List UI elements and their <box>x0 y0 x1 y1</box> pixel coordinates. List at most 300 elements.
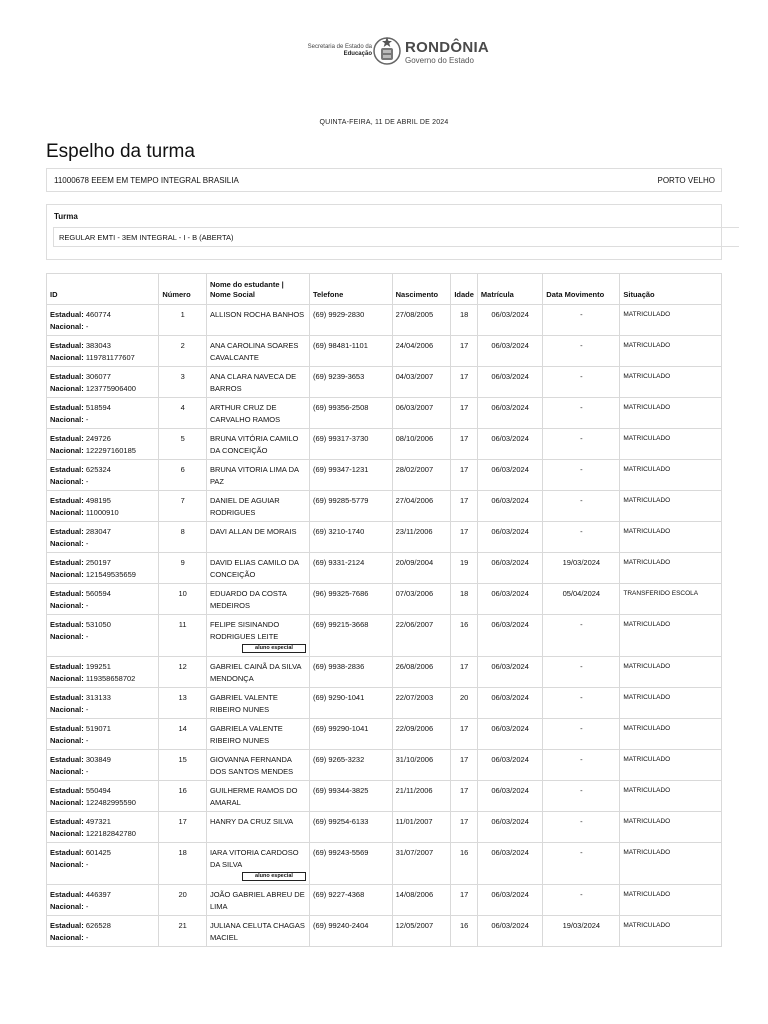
estadual-value: 518594 <box>85 403 111 412</box>
estadual-value: 383043 <box>85 341 111 350</box>
cell-matricula: 06/03/2024 <box>477 750 542 781</box>
student-name: ANA CAROLINA SOARES CAVALCANTE <box>209 341 299 362</box>
cell-nascimento: 06/03/2007 <box>392 398 451 429</box>
cell-id <box>47 812 159 843</box>
estadual-label: Estadual: <box>50 527 84 536</box>
nacional-label: Nacional: <box>50 569 84 579</box>
cell-situacao: MATRICULADO <box>620 657 722 688</box>
nacional-value: - <box>85 414 89 424</box>
estadual-value: 519071 <box>85 724 111 733</box>
table-row <box>47 843 722 885</box>
nacional-label: Nacional: <box>50 476 84 486</box>
table-row <box>47 429 722 460</box>
nacional-value: - <box>85 932 89 942</box>
cell-data-movimento: - <box>543 719 620 750</box>
cell-telefone: (69) 99347-1231 <box>309 460 392 491</box>
cell-nascimento: 28/02/2007 <box>392 460 451 491</box>
cell-nascimento: 11/01/2007 <box>392 812 451 843</box>
cell-numero: 21 <box>159 916 207 947</box>
cell-id <box>47 916 159 947</box>
cell-numero: 16 <box>159 781 207 812</box>
cell-matricula: 06/03/2024 <box>477 719 542 750</box>
cell-nome <box>206 719 309 750</box>
cell-matricula: 06/03/2024 <box>477 553 542 584</box>
estadual-value: 446397 <box>85 890 111 899</box>
cell-data-movimento: 19/03/2024 <box>543 916 620 947</box>
estadual-value: 249726 <box>85 434 111 443</box>
cell-idade: 19 <box>451 553 478 584</box>
cell-telefone: (69) 9938-2836 <box>309 657 392 688</box>
nacional-label: Nacional: <box>50 901 84 911</box>
cell-idade: 16 <box>451 615 478 657</box>
cell-data-movimento: - <box>543 843 620 885</box>
cell-nome <box>206 657 309 688</box>
student-name: JULIANA CELUTA CHAGAS MACIEL <box>209 921 305 942</box>
estadual-label: Estadual: <box>50 403 84 412</box>
student-name: FELIPE SISINANDO RODRIGUES LEITE <box>209 620 280 641</box>
header-numero: Número <box>159 274 207 305</box>
cell-nome <box>206 398 309 429</box>
nacional-label: Nacional: <box>50 507 84 517</box>
cell-data-movimento: - <box>543 812 620 843</box>
page-title: Espelho da turma <box>46 141 195 162</box>
nacional-value: 121549535659 <box>85 569 136 579</box>
cell-telefone: (69) 99240-2404 <box>309 916 392 947</box>
nacional-value: - <box>85 704 89 714</box>
estadual-value: 303849 <box>85 755 111 764</box>
cell-telefone: (69) 99254-6133 <box>309 812 392 843</box>
table-row <box>47 305 722 336</box>
cell-nascimento: 20/09/2004 <box>392 553 451 584</box>
table-row <box>47 916 722 947</box>
students-table <box>46 273 722 947</box>
cell-nome <box>206 305 309 336</box>
table-header-row <box>47 274 722 305</box>
estadual-value: 283047 <box>85 527 111 536</box>
cell-idade: 17 <box>451 398 478 429</box>
cell-nome <box>206 460 309 491</box>
cell-situacao: TRANSFERIDO ESCOLA <box>620 584 722 615</box>
cell-id <box>47 336 159 367</box>
cell-telefone: (69) 9239-3653 <box>309 367 392 398</box>
cell-id <box>47 553 159 584</box>
cell-nascimento: 23/11/2006 <box>392 522 451 553</box>
cell-nascimento: 31/07/2007 <box>392 843 451 885</box>
cell-idade: 16 <box>451 916 478 947</box>
cell-nascimento: 14/08/2006 <box>392 885 451 916</box>
cell-numero: 10 <box>159 584 207 615</box>
cell-situacao: MATRICULADO <box>620 916 722 947</box>
header-matricula: Matrícula <box>477 274 542 305</box>
table-row <box>47 491 722 522</box>
header-nome-line2: Nome Social <box>209 290 255 299</box>
cell-data-movimento: - <box>543 885 620 916</box>
student-name: BRUNA VITORIA LIMA DA PAZ <box>209 465 299 486</box>
estadual-label: Estadual: <box>50 724 84 733</box>
cell-id <box>47 460 159 491</box>
table-row <box>47 553 722 584</box>
cell-numero: 5 <box>159 429 207 460</box>
cell-idade: 17 <box>451 429 478 460</box>
cell-matricula: 06/03/2024 <box>477 305 542 336</box>
cell-matricula: 06/03/2024 <box>477 367 542 398</box>
header <box>0 32 768 72</box>
cell-data-movimento: 19/03/2024 <box>543 553 620 584</box>
cell-telefone: (69) 9265-3232 <box>309 750 392 781</box>
rondonia-crest-icon <box>372 34 402 68</box>
cell-situacao: MATRICULADO <box>620 460 722 491</box>
nacional-value: - <box>85 766 89 776</box>
estadual-label: Estadual: <box>50 372 84 381</box>
cell-nome <box>206 781 309 812</box>
brand-name: RONDÔNIA <box>405 39 490 56</box>
cell-nascimento: 12/05/2007 <box>392 916 451 947</box>
cell-telefone: (69) 99344-3825 <box>309 781 392 812</box>
cell-nascimento: 22/07/2003 <box>392 688 451 719</box>
estadual-value: 498195 <box>85 496 111 505</box>
secretaria-line2: Educação <box>343 51 372 57</box>
nacional-label: Nacional: <box>50 383 84 393</box>
nacional-label: Nacional: <box>50 445 84 455</box>
table-row <box>47 367 722 398</box>
cell-nome <box>206 522 309 553</box>
estadual-label: Estadual: <box>50 310 84 319</box>
student-name: GABRIELA VALENTE RIBEIRO NUNES <box>209 724 283 745</box>
student-name: HANRY DA CRUZ SILVA <box>209 817 294 826</box>
cell-matricula: 06/03/2024 <box>477 657 542 688</box>
estadual-label: Estadual: <box>50 890 84 899</box>
cell-id <box>47 398 159 429</box>
cell-numero: 15 <box>159 750 207 781</box>
cell-situacao: MATRICULADO <box>620 429 722 460</box>
cell-numero: 12 <box>159 657 207 688</box>
cell-idade: 16 <box>451 843 478 885</box>
nacional-value: - <box>85 735 89 745</box>
estadual-label: Estadual: <box>50 589 84 598</box>
nacional-value: - <box>85 538 89 548</box>
header-situacao: Situação <box>620 274 722 305</box>
table-row <box>47 750 722 781</box>
cell-nascimento: 27/08/2005 <box>392 305 451 336</box>
cell-data-movimento: - <box>543 305 620 336</box>
nacional-label: Nacional: <box>50 321 84 331</box>
cell-idade: 17 <box>451 460 478 491</box>
cell-situacao: MATRICULADO <box>620 553 722 584</box>
cell-situacao: MATRICULADO <box>620 305 722 336</box>
cell-nome <box>206 885 309 916</box>
cell-id <box>47 750 159 781</box>
header-telefone: Telefone <box>309 274 392 305</box>
nacional-label: Nacional: <box>50 538 84 548</box>
nacional-value: 122182842780 <box>85 828 136 838</box>
cell-matricula: 06/03/2024 <box>477 460 542 491</box>
cell-id <box>47 843 159 885</box>
nacional-value: 122297160185 <box>85 445 136 455</box>
cell-idade: 17 <box>451 812 478 843</box>
nacional-label: Nacional: <box>50 828 84 838</box>
cell-nome <box>206 916 309 947</box>
cell-data-movimento: - <box>543 522 620 553</box>
table-row <box>47 812 722 843</box>
cell-id <box>47 522 159 553</box>
estadual-value: 313133 <box>85 693 111 702</box>
cell-data-movimento: 05/04/2024 <box>543 584 620 615</box>
student-name: ARTHUR CRUZ DE CARVALHO RAMOS <box>209 403 281 424</box>
nacional-value: 123775906400 <box>85 383 136 393</box>
nacional-label: Nacional: <box>50 631 84 641</box>
cell-id <box>47 367 159 398</box>
aluno-especial-badge: aluno especial <box>242 872 306 881</box>
cell-numero: 17 <box>159 812 207 843</box>
header-data-movimento: Data Movimento <box>543 274 620 305</box>
cell-nome <box>206 336 309 367</box>
cell-id <box>47 657 159 688</box>
cell-situacao: MATRICULADO <box>620 719 722 750</box>
cell-matricula: 06/03/2024 <box>477 336 542 367</box>
cell-situacao: MATRICULADO <box>620 843 722 885</box>
table-row <box>47 460 722 491</box>
cell-matricula: 06/03/2024 <box>477 584 542 615</box>
secretaria-line1: Secretaria de Estado da <box>307 44 372 50</box>
header-idade: Idade <box>451 274 478 305</box>
cell-nome <box>206 553 309 584</box>
cell-numero: 13 <box>159 688 207 719</box>
student-name: IARA VITORIA CARDOSO DA SILVA <box>209 848 299 869</box>
cell-numero: 1 <box>159 305 207 336</box>
table-row <box>47 398 722 429</box>
nacional-value: - <box>85 321 89 331</box>
nacional-value: - <box>85 859 89 869</box>
student-name: GABRIEL CAINÃ DA SILVA MENDONÇA <box>209 662 302 683</box>
cell-idade: 17 <box>451 885 478 916</box>
estadual-label: Estadual: <box>50 662 84 671</box>
table-row <box>47 657 722 688</box>
cell-idade: 18 <box>451 584 478 615</box>
school-name: 11000678 EEEM EM TEMPO INTEGRAL BRASILIA <box>54 176 239 185</box>
table-row <box>47 885 722 916</box>
estadual-value: 601425 <box>85 848 111 857</box>
cell-id <box>47 688 159 719</box>
cell-numero: 9 <box>159 553 207 584</box>
cell-numero: 14 <box>159 719 207 750</box>
nacional-value: - <box>85 901 89 911</box>
cell-nome <box>206 615 309 657</box>
cell-nascimento: 21/11/2006 <box>392 781 451 812</box>
estadual-label: Estadual: <box>50 496 84 505</box>
estadual-value: 625324 <box>85 465 111 474</box>
student-name: DAVI ALLAN DE MORAIS <box>209 527 297 536</box>
cell-id <box>47 584 159 615</box>
estadual-value: 531050 <box>85 620 111 629</box>
cell-situacao: MATRICULADO <box>620 398 722 429</box>
cell-telefone: (69) 99243-5569 <box>309 843 392 885</box>
student-name: EDUARDO DA COSTA MEDEIROS <box>209 589 287 610</box>
estadual-label: Estadual: <box>50 620 84 629</box>
student-name: BRUNA VITÓRIA CAMILO DA CONCEIÇÃO <box>209 434 299 455</box>
cell-idade: 17 <box>451 750 478 781</box>
student-name: GUILHERME RAMOS DO AMARAL <box>209 786 298 807</box>
nacional-label: Nacional: <box>50 704 84 714</box>
cell-id <box>47 615 159 657</box>
turma-label: Turma <box>54 212 78 221</box>
nacional-value: 119781177607 <box>85 352 135 362</box>
secretaria-text <box>290 44 372 58</box>
nacional-label: Nacional: <box>50 797 84 807</box>
cell-telefone: (69) 9290-1041 <box>309 688 392 719</box>
estadual-value: 199251 <box>85 662 111 671</box>
cell-situacao: MATRICULADO <box>620 367 722 398</box>
cell-id <box>47 305 159 336</box>
cell-situacao: MATRICULADO <box>620 812 722 843</box>
cell-situacao: MATRICULADO <box>620 522 722 553</box>
cell-nascimento: 08/10/2006 <box>392 429 451 460</box>
aluno-especial-badge: aluno especial <box>242 644 306 653</box>
cell-idade: 18 <box>451 305 478 336</box>
cell-telefone: (69) 9929-2830 <box>309 305 392 336</box>
nacional-value: 11000910 <box>85 507 119 517</box>
cell-matricula: 06/03/2024 <box>477 781 542 812</box>
estadual-value: 497321 <box>85 817 111 826</box>
cell-numero: 18 <box>159 843 207 885</box>
nacional-label: Nacional: <box>50 735 84 745</box>
cell-matricula: 06/03/2024 <box>477 522 542 553</box>
cell-situacao: MATRICULADO <box>620 885 722 916</box>
cell-telefone: (69) 9331-2124 <box>309 553 392 584</box>
cell-telefone: (69) 99285-5779 <box>309 491 392 522</box>
header-nome-line1: Nome do estudante | <box>209 280 284 289</box>
cell-matricula: 06/03/2024 <box>477 843 542 885</box>
student-name: GABRIEL VALENTE RIBEIRO NUNES <box>209 693 278 714</box>
cell-numero: 2 <box>159 336 207 367</box>
nacional-value: 122482995590 <box>85 797 136 807</box>
estadual-label: Estadual: <box>50 693 84 702</box>
estadual-label: Estadual: <box>50 848 84 857</box>
nacional-label: Nacional: <box>50 600 84 610</box>
cell-nome <box>206 584 309 615</box>
cell-idade: 17 <box>451 491 478 522</box>
nacional-label: Nacional: <box>50 673 84 683</box>
estadual-value: 550494 <box>85 786 111 795</box>
cell-data-movimento: - <box>543 367 620 398</box>
cell-idade: 17 <box>451 336 478 367</box>
cell-data-movimento: - <box>543 429 620 460</box>
estadual-label: Estadual: <box>50 786 84 795</box>
cell-telefone: (69) 98481-1101 <box>309 336 392 367</box>
cell-situacao: MATRICULADO <box>620 688 722 719</box>
student-name: DAVID ELIAS CAMILO DA CONCEIÇÃO <box>209 558 299 579</box>
cell-matricula: 06/03/2024 <box>477 916 542 947</box>
cell-numero: 20 <box>159 885 207 916</box>
table-row <box>47 688 722 719</box>
cell-matricula: 06/03/2024 <box>477 491 542 522</box>
turma-value: REGULAR EMTI - 3EM INTEGRAL - I - B (ABERTA) <box>53 227 739 247</box>
nacional-label: Nacional: <box>50 859 84 869</box>
cell-telefone: (69) 3210-1740 <box>309 522 392 553</box>
cell-telefone: (69) 99215-3668 <box>309 615 392 657</box>
estadual-value: 306077 <box>85 372 111 381</box>
cell-id <box>47 429 159 460</box>
cell-data-movimento: - <box>543 460 620 491</box>
nacional-value: - <box>85 600 89 610</box>
cell-matricula: 06/03/2024 <box>477 885 542 916</box>
brand-subtitle: Governo do Estado <box>405 56 474 65</box>
cell-nome <box>206 688 309 719</box>
cell-matricula: 06/03/2024 <box>477 615 542 657</box>
cell-idade: 17 <box>451 781 478 812</box>
cell-id <box>47 885 159 916</box>
estadual-label: Estadual: <box>50 817 84 826</box>
cell-data-movimento: - <box>543 491 620 522</box>
cell-id <box>47 781 159 812</box>
student-name: ANA CLARA NAVECA DE BARROS <box>209 372 297 393</box>
table-row <box>47 522 722 553</box>
cell-idade: 17 <box>451 522 478 553</box>
table-row <box>47 615 722 657</box>
nacional-label: Nacional: <box>50 414 84 424</box>
student-name: ALLISON ROCHA BANHOS <box>209 310 305 319</box>
cell-data-movimento: - <box>543 688 620 719</box>
cell-nascimento: 31/10/2006 <box>392 750 451 781</box>
cell-nome <box>206 750 309 781</box>
header-nome <box>206 274 309 305</box>
nacional-value: - <box>85 631 89 641</box>
cell-nascimento: 27/04/2006 <box>392 491 451 522</box>
cell-nome <box>206 491 309 522</box>
nacional-label: Nacional: <box>50 932 84 942</box>
school-city: PORTO VELHO <box>657 176 715 185</box>
cell-numero: 4 <box>159 398 207 429</box>
cell-numero: 8 <box>159 522 207 553</box>
report-date: QUINTA-FEIRA, 11 DE ABRIL DE 2024 <box>319 119 449 126</box>
cell-nascimento: 26/08/2006 <box>392 657 451 688</box>
cell-situacao: MATRICULADO <box>620 491 722 522</box>
nacional-value: - <box>85 476 89 486</box>
turma-box <box>46 204 722 260</box>
cell-telefone: (96) 99325-7686 <box>309 584 392 615</box>
cell-situacao: MATRICULADO <box>620 781 722 812</box>
cell-nascimento: 07/03/2006 <box>392 584 451 615</box>
estadual-value: 250197 <box>85 558 111 567</box>
student-name: JOÃO GABRIEL ABREU DE LIMA <box>209 890 305 911</box>
header-nascimento: Nascimento <box>392 274 451 305</box>
cell-nome <box>206 812 309 843</box>
estadual-value: 626528 <box>85 921 111 930</box>
school-info-box <box>46 168 722 192</box>
cell-nascimento: 22/09/2006 <box>392 719 451 750</box>
table-row <box>47 584 722 615</box>
cell-nascimento: 04/03/2007 <box>392 367 451 398</box>
cell-data-movimento: - <box>543 336 620 367</box>
estadual-label: Estadual: <box>50 921 84 930</box>
cell-matricula: 06/03/2024 <box>477 398 542 429</box>
cell-nome <box>206 843 309 885</box>
table-row <box>47 719 722 750</box>
estadual-label: Estadual: <box>50 558 84 567</box>
cell-telefone: (69) 9227-4368 <box>309 885 392 916</box>
table-row <box>47 781 722 812</box>
cell-id <box>47 719 159 750</box>
cell-situacao: MATRICULADO <box>620 750 722 781</box>
nacional-label: Nacional: <box>50 766 84 776</box>
cell-data-movimento: - <box>543 398 620 429</box>
cell-situacao: MATRICULADO <box>620 336 722 367</box>
estadual-value: 460774 <box>85 310 111 319</box>
cell-situacao: MATRICULADO <box>620 615 722 657</box>
estadual-label: Estadual: <box>50 434 84 443</box>
cell-nome <box>206 367 309 398</box>
header-id: ID <box>47 274 159 305</box>
cell-nome <box>206 429 309 460</box>
